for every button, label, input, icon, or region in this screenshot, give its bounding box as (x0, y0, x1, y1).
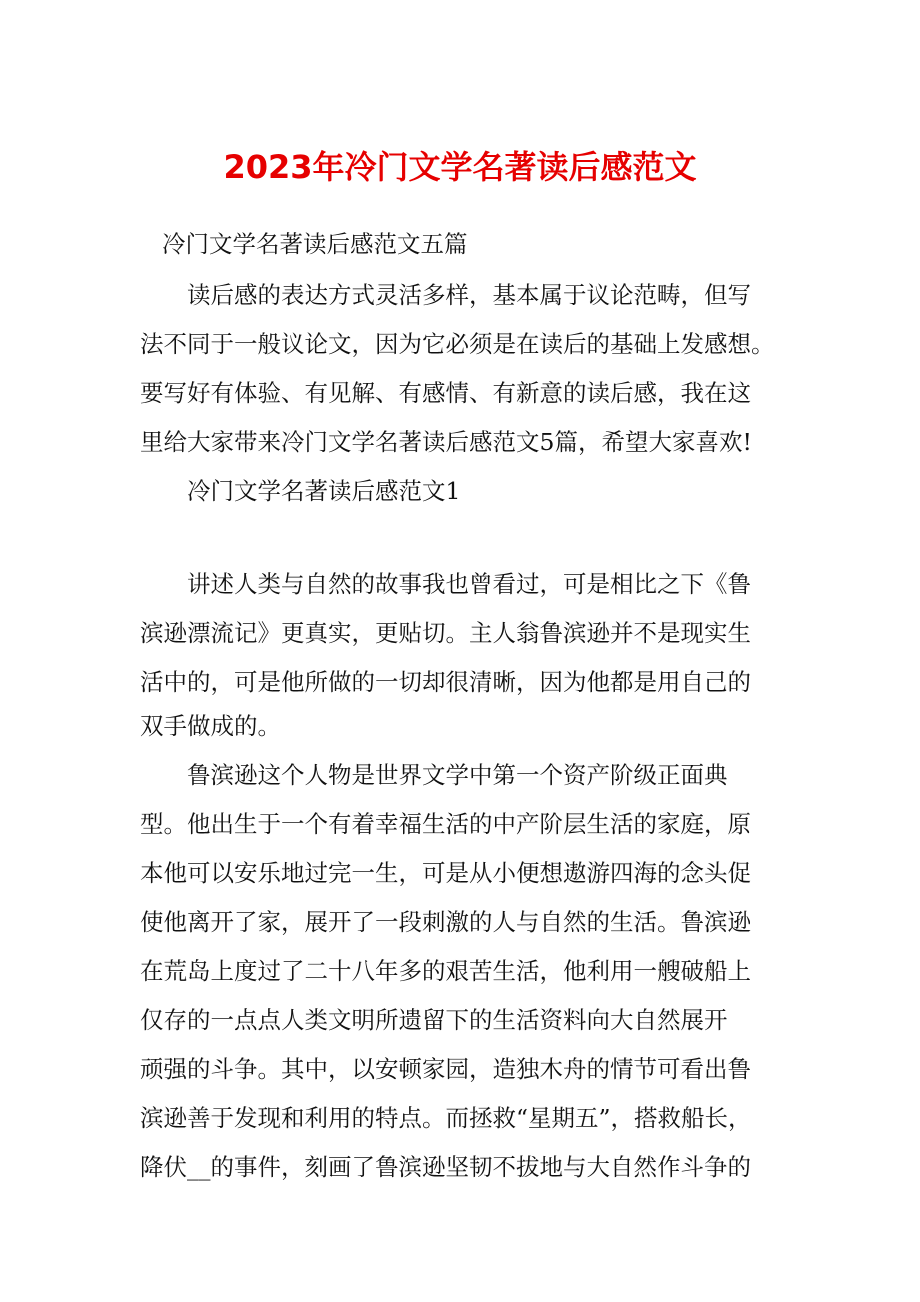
intro-line: 里给大家带来冷门文学名著读后感范文5篇，希望大家喜欢! (140, 428, 752, 456)
intro-line: 读后感的表达方式灵活多样，基本属于议论范畴，但写 (187, 281, 751, 309)
paragraph-line: 讲述人类与自然的故事我也曾看过，可是相比之下《鲁 (187, 570, 751, 598)
paragraph-line: 仅存的一点点人类文明所遗留下的生活资料向大自然展开 (140, 1006, 728, 1034)
paragraph-line: 顽强的斗争。其中，以安顿家园，造独木舟的情节可看出鲁 (140, 1055, 751, 1083)
intro-line: 法不同于一般议论文，因为它必须是在读后的基础上发感想。 (140, 330, 775, 358)
section-heading: 冷门文学名著读后感范文1 (187, 477, 461, 505)
paragraph-line: 本他可以安乐地过完一生，可是从小便想遨游四海的念头促 (140, 859, 751, 887)
document-subtitle: 冷门文学名著读后感范文五篇 (162, 230, 468, 258)
paragraph-line: 鲁滨逊这个人物是世界文学中第一个资产阶级正面典 (187, 761, 728, 789)
paragraph-line: 滨逊漂流记》更真实，更贴切。主人翁鲁滨逊并不是现实生 (140, 619, 751, 647)
paragraph-line: 使他离开了家，展开了一段刺激的人与自然的生活。鲁滨逊 (140, 908, 751, 936)
paragraph-line: 降伏__的事件，刻画了鲁滨逊坚韧不拔地与大自然作斗争的 (140, 1153, 751, 1181)
paragraph-line: 滨逊善于发现和利用的特点。而拯救“星期五”，搭救船长， (140, 1104, 752, 1132)
paragraph-line: 在荒岛上度过了二十八年多的艰苦生活，他利用一艘破船上 (140, 957, 751, 985)
paragraph-line: 活中的，可是他所做的一切却很清晰，因为他都是用自己的 (140, 668, 751, 696)
document-title: 2023年冷门文学名著读后感范文 (223, 148, 697, 186)
intro-line: 要写好有体验、有见解、有感情、有新意的读后感，我在这 (140, 379, 751, 407)
paragraph-line: 双手做成的。 (140, 712, 281, 740)
paragraph-line: 型。他出生于一个有着幸福生活的中产阶层生活的家庭，原 (140, 810, 751, 838)
